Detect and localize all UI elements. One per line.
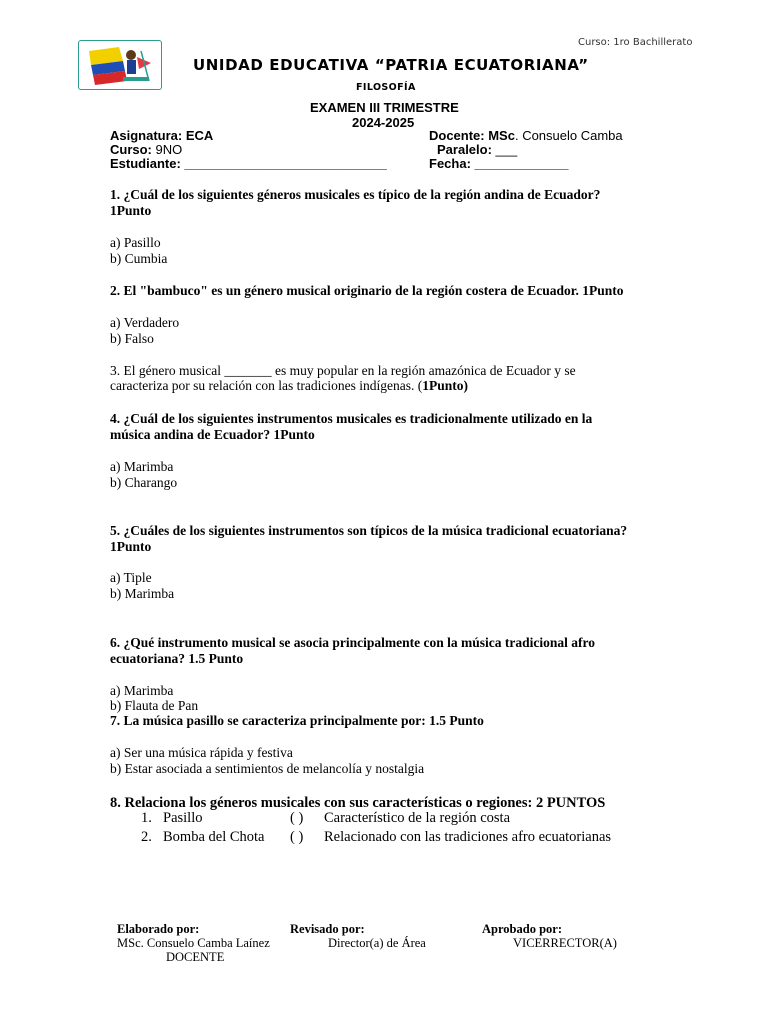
question-4-line-2: música andina de Ecuador? 1Punto xyxy=(110,427,315,442)
subject-title: FILOSOFÍA xyxy=(356,82,416,93)
docente-field xyxy=(429,128,623,143)
question-3-points: 1Punto) xyxy=(422,378,468,393)
match-row-number: 1. xyxy=(141,810,152,826)
question-3: 3. El género musical _______ es muy popular en la región amazónica de Ecuador y se xyxy=(110,363,576,378)
match-row-blank[interactable]: ( ) xyxy=(290,810,304,826)
aprobado-label: Aprobado por: xyxy=(482,922,562,936)
exam-title: EXAMEN III TRIMESTRE xyxy=(310,100,459,115)
curso-value: 9NO xyxy=(151,142,183,157)
school-logo xyxy=(78,40,162,90)
question-5-option-a[interactable]: a) Tiple xyxy=(110,570,152,585)
question-6-line-2: ecuatoriana? 1.5 Punto xyxy=(110,651,244,666)
question-4-option-a[interactable]: a) Marimba xyxy=(110,459,174,474)
estudiante-field[interactable]: Estudiante: ____________________________ xyxy=(110,156,387,171)
fecha-field[interactable]: Fecha: _____________ xyxy=(429,156,569,171)
paralelo-value: ___ xyxy=(491,142,518,157)
revisado-label: Revisado por: xyxy=(290,922,365,936)
school-logo-icon xyxy=(79,41,162,90)
match-row-genre: Bomba del Chota xyxy=(163,829,265,845)
course-corner-label: Curso: 1ro Bachillerato xyxy=(578,37,693,48)
question-2-option-b[interactable]: b) Falso xyxy=(110,331,154,346)
question-1-option-a[interactable]: a) Pasillo xyxy=(110,235,161,250)
revisado-name: Director(a) de Área xyxy=(328,936,426,950)
docente-label: Docente: MSc xyxy=(429,128,515,143)
elaborado-role: DOCENTE xyxy=(166,950,225,964)
question-6-option-a[interactable]: a) Marimba xyxy=(110,683,174,698)
question-4-option-b[interactable]: b) Charango xyxy=(110,475,178,490)
match-row xyxy=(0,810,768,828)
question-3-text: caracteriza por su relación con las tradiciones indígenas. ( xyxy=(110,378,423,393)
question-3-line-2 xyxy=(110,378,468,394)
match-row-description: Relacionado con las tradiciones afro ecuatorianas xyxy=(324,829,612,845)
paralelo-field xyxy=(437,142,517,157)
question-7-option-b[interactable]: b) Estar asociada a sentimientos de melancolía y nostalgia xyxy=(110,761,425,776)
question-6: 6. ¿Qué instrumento musical se asocia principalmente con la música tradicional afro xyxy=(110,635,595,650)
aprobado-name: VICERRECTOR(A) xyxy=(513,936,617,950)
match-row-blank[interactable]: ( ) xyxy=(290,829,304,845)
curso-label: Curso: xyxy=(110,142,152,157)
match-row xyxy=(0,829,768,847)
question-5-option-b[interactable]: b) Marimba xyxy=(110,586,175,601)
question-5: 5. ¿Cuáles de los siguientes instrumentos son típicos de la música tradicional ecuatoriana? xyxy=(110,523,628,538)
match-row-number: 2. xyxy=(141,829,152,845)
question-1: 1. ¿Cuál de los siguientes géneros musicales es típico de la región andina de Ecuador? xyxy=(110,187,601,202)
asignatura-label: Asignatura: ECA xyxy=(110,128,214,143)
question-2: 2. El "bambuco" es un género musical originario de la región costera de Ecuador. 1Punto xyxy=(110,283,624,298)
match-row-description: Característico de la región costa xyxy=(324,810,511,826)
exam-year: 2024-2025 xyxy=(352,115,415,130)
question-1-points: 1Punto xyxy=(110,203,152,218)
question-7-option-a[interactable]: a) Ser una música rápida y festiva xyxy=(110,745,293,760)
question-6-option-b[interactable]: b) Flauta de Pan xyxy=(110,698,199,713)
school-name: UNIDAD EDUCATIVA “PATRIA ECUATORIANA” xyxy=(193,56,589,74)
question-7: 7. La música pasillo se caracteriza principalmente por: 1.5 Punto xyxy=(110,713,484,728)
match-row-genre: Pasillo xyxy=(163,810,203,826)
elaborado-name: MSc. Consuelo Camba Laínez xyxy=(117,936,270,950)
question-2-option-a[interactable]: a) Verdadero xyxy=(110,315,180,330)
curso-field xyxy=(110,142,182,157)
elaborado-label: Elaborado por: xyxy=(117,922,200,936)
paralelo-label: Paralelo: xyxy=(437,142,492,157)
question-8: 8. Relaciona los géneros musicales con sus características o regiones: 2 PUNTOS xyxy=(110,795,606,811)
question-5-points: 1Punto xyxy=(110,539,152,554)
question-1-option-b[interactable]: b) Cumbia xyxy=(110,251,168,266)
docente-value: . Consuelo Camba xyxy=(514,128,623,143)
question-4: 4. ¿Cuál de los siguientes instrumentos musicales es tradicionalmente utilizado en la xyxy=(110,411,593,426)
